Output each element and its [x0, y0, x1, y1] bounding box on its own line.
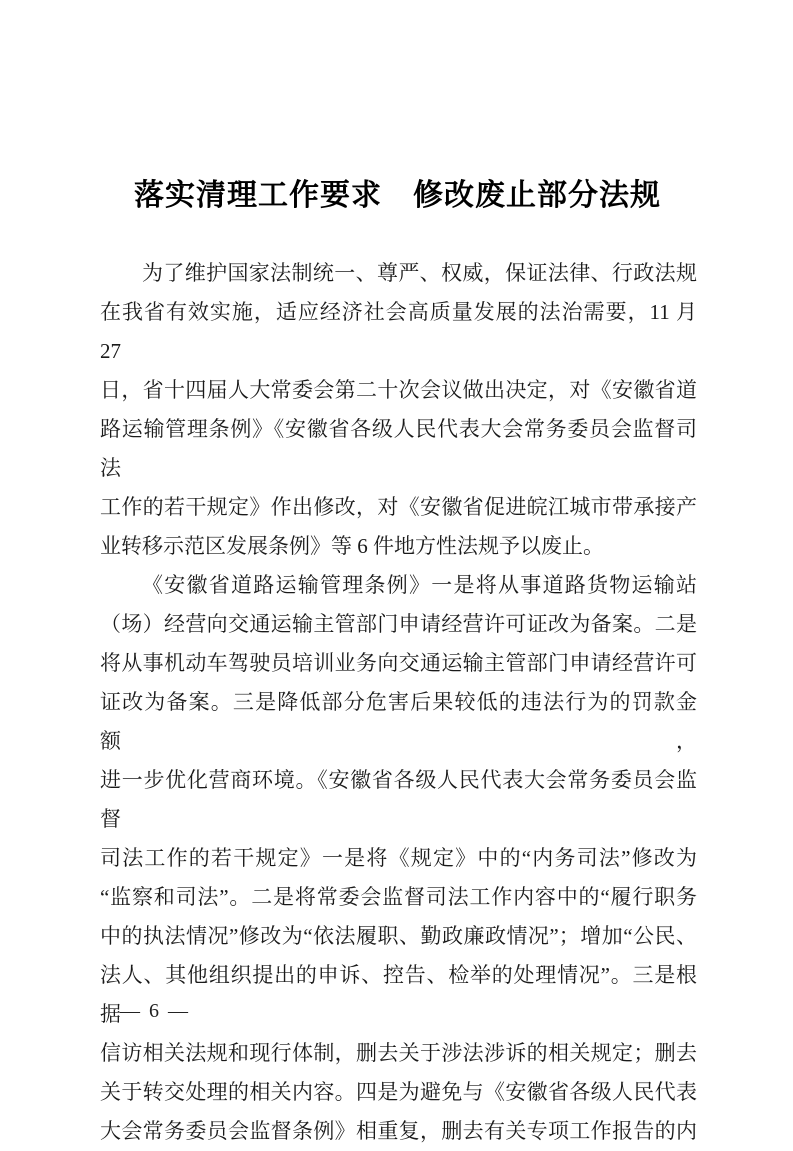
text-line: 进一步优化营商环境。《安徽省各级人民代表大会常务委员会监督: [100, 768, 697, 831]
text-line: 中的执法情况”修改为“依法履职、勤政廉政情况”；增加“公民、: [100, 924, 697, 948]
text-line: 在我省有效实施，适应经济社会高质量发展的法治需要，11 月 27: [100, 300, 697, 363]
text-line: 大会常务委员会监督条例》相重复，删去有关专项工作报告的内: [100, 1119, 697, 1143]
text-line: “监察和司法”。二是将常委会监督司法工作内容中的“履行职务: [100, 885, 697, 909]
text-line: 路运输管理条例》《安徽省各级人民代表大会常务委员会监督司法: [100, 417, 697, 480]
text-line: 工作的若干规定》作出修改，对《安徽省促进皖江城市带承接产: [100, 495, 697, 519]
document-title: 落实清理工作要求 修改废止部分法规: [134, 179, 661, 212]
text-line: 司法工作的若干规定》一是将《规定》中的“内务司法”修改为: [100, 846, 697, 870]
text-line: （场）经营向交通运输主管部门申请经营许可证改为备案。二是: [100, 612, 697, 636]
text-line: 业转移示范区发展条例》等 6 件地方性法规予以废止。: [100, 534, 604, 558]
text-line: 法人、其他组织提出的申诉、控告、检举的处理情况”。三是根据: [100, 963, 697, 1026]
paragraph-2: [100, 566, 697, 1151]
page-number: — 6 —: [120, 1000, 190, 1022]
text-line: 关于转交处理的相关内容。四是为避免与《安徽省各级人民代表: [100, 1080, 697, 1104]
paragraph-1: [100, 254, 697, 566]
text-line: 为了维护国家法制统一、尊严、权威，保证法律、行政法规: [142, 261, 697, 285]
text-line: 《安徽省道路运输管理条例》一是将从事道路货物运输站: [142, 573, 697, 597]
text-line: 日，省十四届人大常委会第二十次会议做出决定，对《安徽省道: [100, 378, 697, 402]
text-line: 信访相关法规和现行体制，删去关于涉法涉诉的相关规定；删去: [100, 1041, 697, 1065]
text-line: 将从事机动车驾驶员培训业务向交通运输主管部门申请经营许可: [100, 651, 697, 675]
text-line: 证改为备案。三是降低部分危害后果较低的违法行为的罚款金额，: [100, 690, 697, 753]
